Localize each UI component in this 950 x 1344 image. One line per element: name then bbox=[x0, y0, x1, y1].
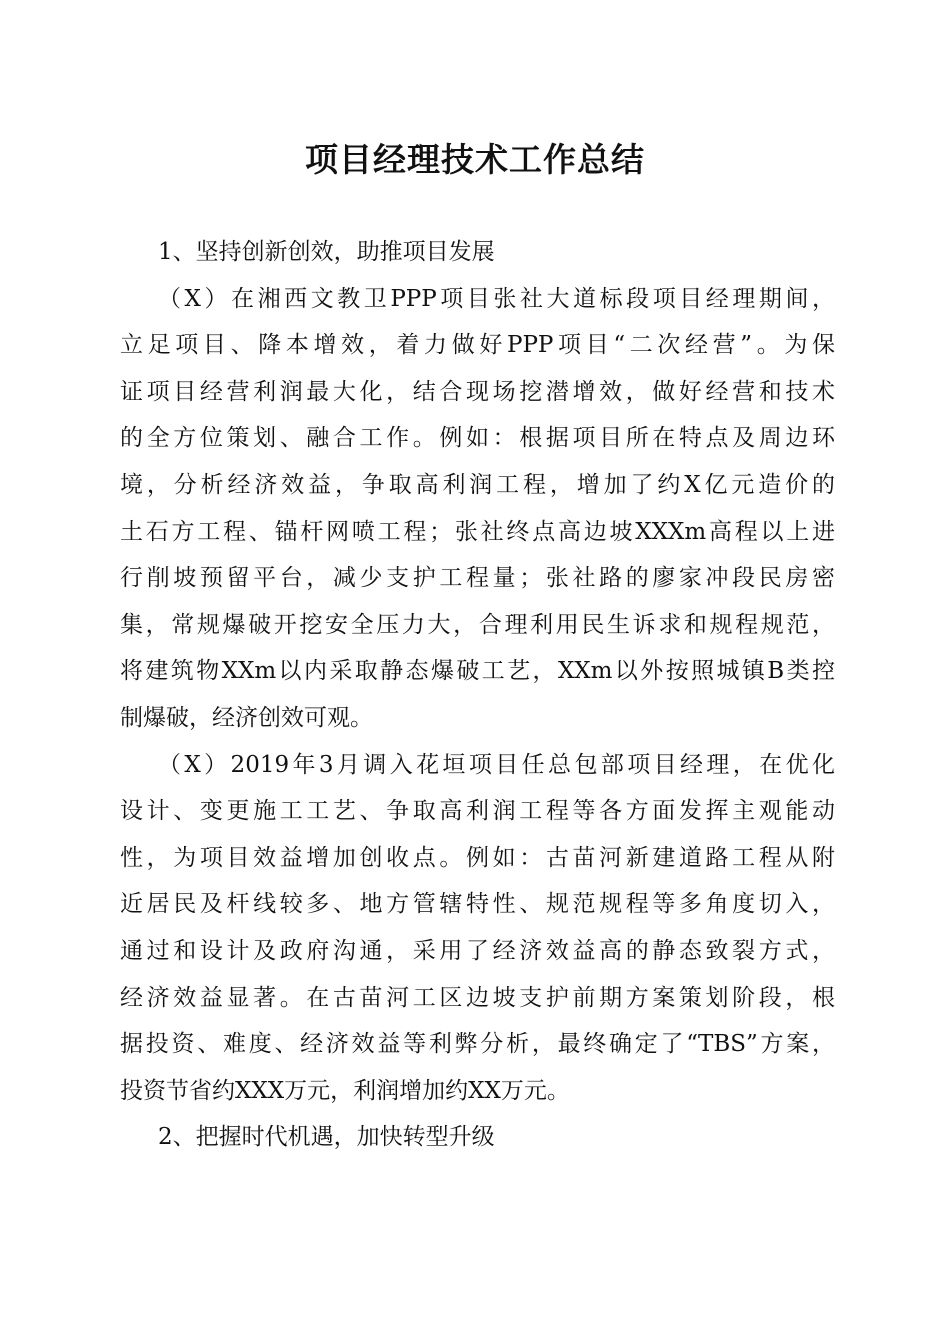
paragraph-line: 的全方位策划、融合工作。例如：根据项目所在特点及周边环 bbox=[120, 425, 835, 452]
paragraph-line: 行削坡预留平台，减少支护工程量；张社路的廖家冲段民房密 bbox=[120, 565, 835, 592]
paragraph-line: 近居民及杆线较多、地方管辖特性、规范规程等多角度切入， bbox=[120, 891, 835, 918]
section-heading-2: 2、把握时代机遇，加快转型升级 bbox=[158, 1124, 495, 1151]
paragraph-line: 集，常规爆破开挖安全压力大，合理利用民生诉求和规程规范， bbox=[120, 611, 835, 638]
document-title: 项目经理技术工作总结 bbox=[305, 140, 645, 179]
paragraph-line: （X）在湘西文教卫PPP项目张社大道标段项目经理期间， bbox=[158, 285, 835, 312]
paragraph-line: （X）2019年3月调入花垣项目任总包部项目经理，在优化 bbox=[158, 751, 835, 778]
paragraph-line: 证项目经营利润最大化，结合现场挖潜增效，做好经营和技术 bbox=[120, 378, 835, 405]
section-heading-1: 1、坚持创新创效，助推项目发展 bbox=[158, 239, 495, 265]
document-body bbox=[120, 229, 835, 1161]
paragraph-line: 经济效益显著。在古苗河工区边坡支护前期方案策划阶段，根 bbox=[120, 984, 835, 1011]
paragraph-line: 投资节省约XXX万元，利润增加约XX万元。 bbox=[120, 1077, 570, 1104]
paragraph-1 bbox=[120, 276, 835, 742]
paragraph-line: 性，为项目效益增加创收点。例如：古苗河新建道路工程从附 bbox=[120, 844, 835, 871]
paragraph-line: 通过和设计及政府沟通，采用了经济效益高的静态致裂方式， bbox=[120, 937, 835, 964]
paragraph-line: 设计、变更施工工艺、争取高利润工程等各方面发挥主观能动 bbox=[120, 798, 835, 825]
paragraph-line: 将建筑物XXm以内采取静态爆破工艺，XXm以外按照城镇B类控 bbox=[120, 658, 835, 685]
paragraph-line: 境，分析经济效益，争取高利润工程，增加了约X亿元造价的 bbox=[120, 471, 835, 498]
paragraph-line: 制爆破，经济创效可观。 bbox=[120, 704, 373, 731]
paragraph-2 bbox=[120, 742, 835, 1115]
paragraph-line: 立足项目、降本增效，着力做好PPP项目“二次经营”。为保 bbox=[120, 332, 835, 359]
paragraph-line: 据投资、难度、经济效益等利弊分析，最终确定了“TBS”方案， bbox=[120, 1031, 835, 1058]
paragraph-line: 土石方工程、锚杆网喷工程；张社终点高边坡XXXm高程以上进 bbox=[120, 518, 835, 545]
